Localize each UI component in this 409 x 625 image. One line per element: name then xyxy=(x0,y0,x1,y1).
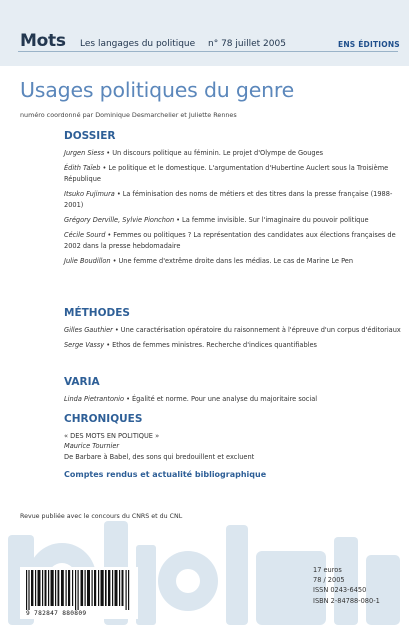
entry-author: Julie Boudillon xyxy=(64,257,111,266)
barcode-icon xyxy=(26,570,132,610)
toc-entry: Gilles Gauthier • Une caractérisation opératoire du raisonnement à l'épreuve d'un corpus d'éditoriaux xyxy=(64,326,401,334)
toc-entry: Cécile Sourd • Femmes ou politiques ? La représentation des candidates aux élections françaises de 2002 dans la presse hebdomadaire xyxy=(64,231,396,250)
chronique-series: « DES MOTS EN POLITIQUE » xyxy=(64,432,160,440)
entry-text: Femmes ou politiques ? La représentation des candidates aux élections françaises de 2002 dans la presse hebdomadaire xyxy=(64,231,396,250)
chronique-author: Maurice Tournier xyxy=(64,442,120,451)
issue-ref: 78 / 2005 xyxy=(313,576,345,585)
entry-author: Jurgen Siess xyxy=(64,149,105,157)
entry-text: Une femme d'extrême droite dans les médias. Le cas de Marine Le Pen xyxy=(118,257,354,266)
chronique-title: De Barbare à Babel, des sons qui bredouillent et excluent xyxy=(64,452,255,461)
section-title: CHRONIQUES xyxy=(64,413,143,425)
entry-text: Une caractérisation opératoire du raisonnement à l'épreuve d'un corpus d'éditoriaux xyxy=(120,326,401,334)
publisher-logo: ENS ÉDITIONS xyxy=(338,40,400,49)
entry-text: Ethos de femmes ministres. Recherche d'indices quantifiables xyxy=(112,341,317,350)
entry-text: Un discours politique au féminin. Le projet d'Olympe de Gouges xyxy=(112,149,324,157)
entry-author: Itsuko Fujimura xyxy=(64,190,115,199)
issue-number: n° 78 juillet 2005 xyxy=(208,39,286,49)
entry-text: La femme invisible. Sur l'imaginaire du pouvoir politique xyxy=(182,216,369,225)
barcode xyxy=(20,567,138,619)
journal-subtitle: Les langages du politique xyxy=(80,39,196,49)
entry-author: Linda Pietrantonio xyxy=(64,395,125,403)
section-dossier xyxy=(64,130,404,272)
section-methodes xyxy=(64,307,404,356)
header-rule xyxy=(18,51,398,52)
section-title: VARIA xyxy=(64,376,100,388)
toc-entry: Grégory Derville, Sylvie Pionchon • La femme invisible. Sur l'imaginaire du pouvoir politique xyxy=(64,216,369,225)
isbn: ISBN 2-84788-080-1 xyxy=(313,596,380,605)
funding-note: Revue publiée avec le concours du CNRS et du CNL xyxy=(20,513,183,520)
entry-author: Édith Taïeb xyxy=(64,164,101,173)
entry-text: Égalité et norme. Pour une analyse du majoritaire social xyxy=(131,395,318,403)
entry-author: Serge Vassy xyxy=(64,341,105,350)
coordination-line: numéro coordonné par Dominique Desmarchelier et Juliette Rennes xyxy=(20,111,237,119)
entry-author: Grégory Derville, Sylvie Pionchon xyxy=(64,216,175,225)
section-varia xyxy=(64,376,404,409)
price: 17 euros xyxy=(313,566,342,574)
issn: ISSN 0243-6450 xyxy=(313,586,367,595)
comptes-rendus-note: Comptes rendus et actualité bibliographique xyxy=(64,470,267,480)
section-title: MÉTHODES xyxy=(64,307,130,319)
section-title: DOSSIER xyxy=(64,130,116,142)
issue-title: Usages politiques du genre xyxy=(20,78,295,102)
section-chroniques xyxy=(64,413,404,479)
toc-entry: Jurgen Siess • Un discours politique au féminin. Le projet d'Olympe de Gouges xyxy=(64,149,324,157)
entry-author: Cécile Sourd xyxy=(64,231,106,240)
toc-entry: Linda Pietrantonio • Égalité et norme. Pour une analyse du majoritaire social xyxy=(64,395,318,403)
toc-entry: Julie Boudillon • Une femme d'extrême droite dans les médias. Le cas de Marine Le Pen xyxy=(64,257,354,266)
entry-author: Gilles Gauthier xyxy=(64,326,113,334)
toc-entry: Édith Taïeb • Le politique et le domestique. L'argumentation d'Hubertine Auclert sous la Troisième République xyxy=(64,164,389,183)
price-block xyxy=(313,565,380,606)
barcode-digits: 9 782847 880809 xyxy=(26,610,87,617)
journal-brand: Mots xyxy=(20,31,66,51)
toc-entry: Itsuko Fujimura • La féminisation des noms de métiers et des titres dans la presse française (1988-2001) xyxy=(64,190,393,209)
entry-text: Le politique et le domestique. L'argumentation d'Hubertine Auclert sous la Troisième République xyxy=(64,164,389,183)
header-band xyxy=(0,0,409,66)
toc-entry: Serge Vassy • Ethos de femmes ministres. Recherche d'indices quantifiables xyxy=(64,341,317,350)
entry-text: La féminisation des noms de métiers et des titres dans la presse française (1988-2001) xyxy=(64,190,393,209)
